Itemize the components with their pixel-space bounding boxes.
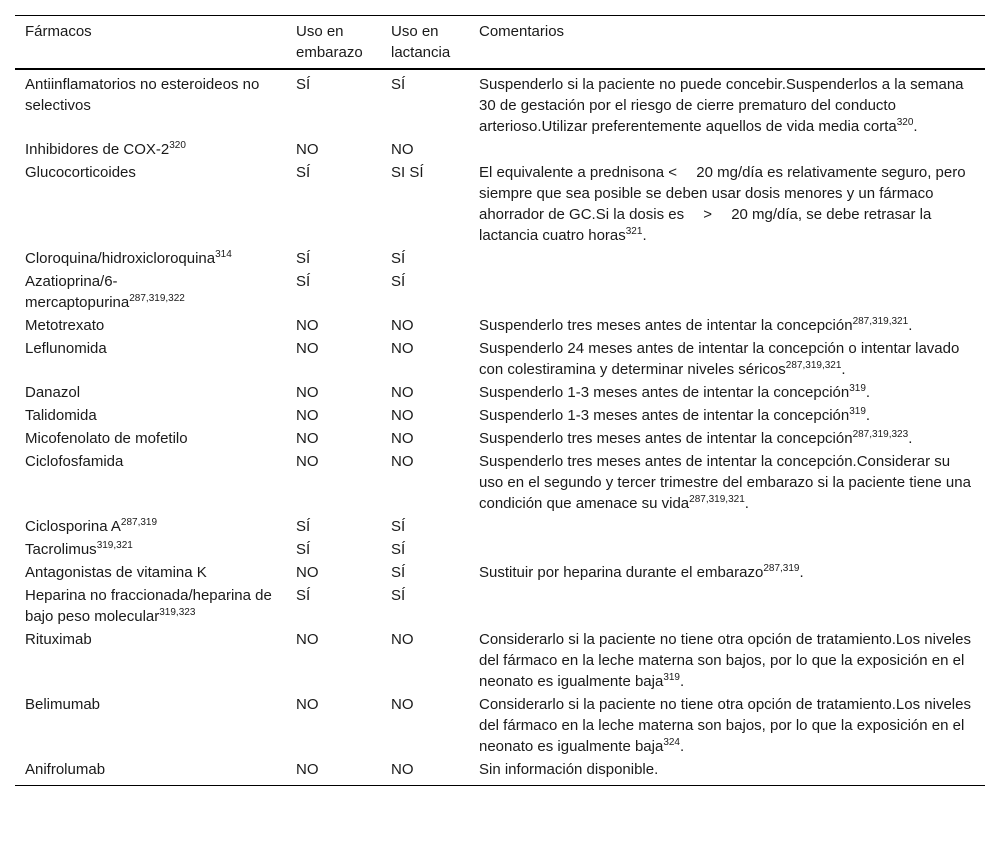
drug-reference: 287,319 xyxy=(120,517,158,528)
drug-pregnancy-lactation-table xyxy=(15,15,985,786)
comment-cell xyxy=(469,538,985,561)
comment-cell xyxy=(469,247,985,270)
table-header-row xyxy=(15,16,985,70)
lactation-use-cell: SI SÍ xyxy=(391,164,424,181)
drug-name: Cloroquina/hidroxicloroquina xyxy=(25,250,216,267)
lactation-use-cell: NO xyxy=(391,317,414,334)
comment-end: . xyxy=(913,118,918,135)
comment-end: . xyxy=(841,361,846,378)
comment-reference: 287,319 xyxy=(763,563,800,574)
lactation-use-cell: NO xyxy=(391,696,414,713)
comment-end: . xyxy=(799,564,804,581)
comment-cell xyxy=(469,584,985,628)
drug-name: Glucocorticoides xyxy=(25,164,136,181)
drug-name: Metotrexato xyxy=(25,317,105,334)
drug-name: Ciclosporina A xyxy=(25,518,121,535)
comment-cell xyxy=(469,427,985,450)
comment-cell xyxy=(469,270,985,314)
pregnancy-use-cell: NO xyxy=(296,761,319,778)
comment-reference: 287,319,323 xyxy=(852,429,909,440)
drug-cell xyxy=(15,404,286,427)
drug-name: Leflunomida xyxy=(25,340,107,357)
pregnancy-use-cell: NO xyxy=(296,430,319,447)
table-row xyxy=(15,515,985,538)
table-row xyxy=(15,693,985,758)
pregnancy-use-cell: NO xyxy=(296,407,319,424)
comment-text: Suspenderlo 24 meses antes de intentar la concepción o intentar lavado con colestiramina y determinar niveles séricos xyxy=(479,340,960,378)
table-row xyxy=(15,561,985,584)
comment-text: El equivalente a prednisona < 20 mg/día es relativamente seguro, pero siempre que sea posible se deben usar dosis menores y un fármaco ahorrador de GC.Si la dosis es > 20 mg/día, se debe retrasar la lactancia cuatro horas xyxy=(479,164,966,244)
pregnancy-use-cell: NO xyxy=(296,340,319,357)
comment-text: Considerarlo si la paciente no tiene otra opción de tratamiento.Los niveles del fármaco en la leche materna son bajos, por lo que la exposición en el neonato es igualmente baja xyxy=(479,696,971,755)
header-drugs: Fármacos xyxy=(25,23,92,40)
comment-end: . xyxy=(865,384,871,401)
drug-name: Belimumab xyxy=(25,696,101,713)
drug-name: Micofenolato de mofetilo xyxy=(25,430,188,447)
comment-cell xyxy=(469,161,985,247)
table-row xyxy=(15,758,985,786)
drug-name: Antiinflamatorios no esteroideos no selectivos xyxy=(25,76,260,114)
comment-end: . xyxy=(908,430,913,447)
pregnancy-use-cell: NO xyxy=(296,696,319,713)
drug-name: Tacrolimus xyxy=(25,541,97,558)
drug-cell xyxy=(15,381,286,404)
table-row xyxy=(15,69,985,138)
comment-cell xyxy=(469,69,985,138)
lactation-use-cell: NO xyxy=(391,631,414,648)
drug-name: Talidomida xyxy=(25,407,97,424)
drug-cell xyxy=(15,161,286,247)
pregnancy-use-cell: NO xyxy=(296,141,319,158)
drug-reference: 320 xyxy=(169,140,186,151)
lactation-use-cell: NO xyxy=(391,340,414,357)
table-row xyxy=(15,270,985,314)
comment-cell xyxy=(469,404,985,427)
table-row xyxy=(15,427,985,450)
comment-reference: 319 xyxy=(849,406,866,417)
pregnancy-use-cell: SÍ xyxy=(296,273,311,290)
table-row xyxy=(15,161,985,247)
comment-end: . xyxy=(680,673,685,690)
table-row xyxy=(15,628,985,693)
drug-name: Anifrolumab xyxy=(25,761,106,778)
drug-cell xyxy=(15,247,286,270)
pregnancy-use-cell: NO xyxy=(296,453,319,470)
comment-reference: 319 xyxy=(663,672,680,683)
comment-cell xyxy=(469,314,985,337)
drug-reference: 287,319,322 xyxy=(129,293,185,304)
comment-cell xyxy=(469,515,985,538)
pregnancy-use-cell: SÍ xyxy=(296,76,311,93)
pregnancy-use-cell: SÍ xyxy=(296,587,311,604)
comment-cell xyxy=(469,693,985,758)
drug-name: Heparina no fraccionada/heparina de bajo peso molecular xyxy=(25,587,272,625)
comment-end: . xyxy=(642,227,647,244)
pregnancy-use-cell: NO xyxy=(296,631,319,648)
drug-cell xyxy=(15,270,286,314)
drug-reference: 319,321 xyxy=(96,540,133,551)
pregnancy-use-cell: SÍ xyxy=(296,518,311,535)
drug-cell xyxy=(15,758,286,786)
lactation-use-cell: SÍ xyxy=(391,250,406,267)
table-row xyxy=(15,247,985,270)
lactation-use-cell: SÍ xyxy=(391,587,406,604)
drug-cell xyxy=(15,450,286,515)
pregnancy-use-cell: SÍ xyxy=(296,541,311,558)
drug-cell xyxy=(15,693,286,758)
drug-name: Inhibidores de COX-2 xyxy=(25,141,170,158)
table-row xyxy=(15,337,985,381)
comment-text: Considerarlo si la paciente no tiene otra opción de tratamiento.Los niveles del fármaco en la leche materna son bajos, por lo que la exposición en el neonato es igualmente baja xyxy=(479,631,971,690)
table-row xyxy=(15,450,985,515)
drug-reference: 319,323 xyxy=(159,607,196,618)
comment-reference: 324 xyxy=(663,737,680,748)
table-row xyxy=(15,381,985,404)
comment-end: . xyxy=(865,407,871,424)
drug-name: Antagonistas de vitamina K xyxy=(25,564,207,581)
drug-name: Ciclofosfamida xyxy=(25,453,124,470)
drug-cell xyxy=(15,138,286,161)
comment-text: Sin información disponible. xyxy=(479,761,659,778)
comment-cell xyxy=(469,381,985,404)
lactation-use-cell: NO xyxy=(391,407,414,424)
lactation-use-cell: SÍ xyxy=(391,273,406,290)
comment-text: Suspenderlo si la paciente no puede concebir.Suspenderlos a la semana 30 de gestación por el riesgo de cierre prematuro del conducto arterioso.Utilizar preferentemente aquellos de vida media corta xyxy=(479,76,964,135)
comment-cell xyxy=(469,450,985,515)
comment-text: Sustituir por heparina durante el embarazo xyxy=(479,564,764,581)
header-lactation-use: Uso en lactancia xyxy=(391,23,451,61)
lactation-use-cell: SÍ xyxy=(391,518,406,535)
drug-reference: 314 xyxy=(215,249,232,260)
comment-cell xyxy=(469,758,985,786)
header-pregnancy-use: Uso en embarazo xyxy=(296,23,363,61)
lactation-use-cell: NO xyxy=(391,384,414,401)
pregnancy-use-cell: SÍ xyxy=(296,250,311,267)
comment-cell xyxy=(469,138,985,161)
drug-name: Azatioprina/6-mercaptopurina xyxy=(25,273,130,311)
comment-end: . xyxy=(908,317,913,334)
pregnancy-use-cell: NO xyxy=(296,384,319,401)
drug-cell xyxy=(15,314,286,337)
comment-end: . xyxy=(680,738,685,755)
table-row xyxy=(15,538,985,561)
table-row xyxy=(15,404,985,427)
drug-cell xyxy=(15,337,286,381)
header-comments: Comentarios xyxy=(479,23,565,40)
drug-cell xyxy=(15,628,286,693)
lactation-use-cell: SÍ xyxy=(391,541,406,558)
lactation-use-cell: SÍ xyxy=(391,564,406,581)
comment-reference: 320 xyxy=(896,117,914,128)
drug-cell xyxy=(15,427,286,450)
comment-cell xyxy=(469,561,985,584)
drug-cell xyxy=(15,584,286,628)
pregnancy-use-cell: NO xyxy=(296,317,319,334)
comment-text: Suspenderlo 1-3 meses antes de intentar la concepción xyxy=(479,407,850,424)
table-row xyxy=(15,314,985,337)
drug-cell xyxy=(15,69,286,138)
comment-text: Suspenderlo tres meses antes de intentar la concepción xyxy=(479,317,853,334)
comment-cell xyxy=(469,337,985,381)
drug-name: Rituximab xyxy=(25,631,92,648)
comment-cell xyxy=(469,628,985,693)
comment-text: Suspenderlo tres meses antes de intentar la concepción.Considerar su uso en el segundo y tercer trimestre del embarazo si la paciente tiene una condición que amenace su vida xyxy=(479,453,971,512)
comment-reference: 287,319,321 xyxy=(852,316,909,327)
comment-text: Suspenderlo tres meses antes de intentar la concepción xyxy=(479,430,853,447)
comment-text: Suspenderlo 1-3 meses antes de intentar la concepción xyxy=(479,384,850,401)
drug-name: Danazol xyxy=(25,384,81,401)
comment-reference: 319 xyxy=(849,383,866,394)
lactation-use-cell: NO xyxy=(391,761,414,778)
table-row xyxy=(15,138,985,161)
pregnancy-use-cell: NO xyxy=(296,564,319,581)
drug-cell xyxy=(15,515,286,538)
table-row xyxy=(15,584,985,628)
comment-reference: 287,319,321 xyxy=(689,494,745,505)
lactation-use-cell: NO xyxy=(391,430,414,447)
drug-table-container xyxy=(15,15,985,786)
comment-end: . xyxy=(744,495,749,512)
lactation-use-cell: NO xyxy=(391,141,414,158)
comment-reference: 287,319,321 xyxy=(785,360,842,371)
lactation-use-cell: NO xyxy=(391,453,414,470)
drug-cell xyxy=(15,561,286,584)
lactation-use-cell: SÍ xyxy=(391,76,406,93)
drug-cell xyxy=(15,538,286,561)
pregnancy-use-cell: SÍ xyxy=(296,164,311,181)
comment-reference: 321 xyxy=(625,226,643,237)
